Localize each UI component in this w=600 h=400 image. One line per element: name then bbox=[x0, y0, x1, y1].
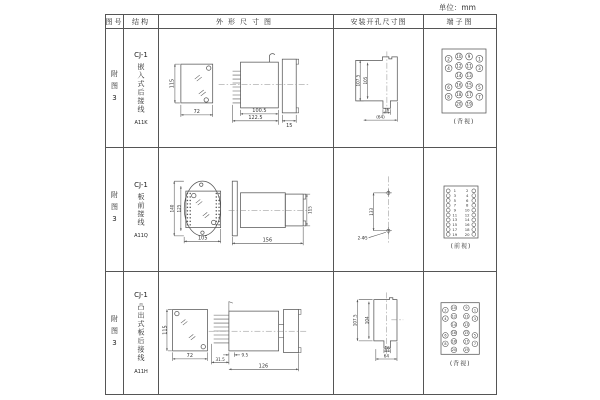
terminal-number: 4 bbox=[465, 192, 469, 198]
relay-front-view bbox=[184, 181, 220, 236]
model-label: CJ-1 bbox=[134, 50, 148, 59]
dim-label: 115 bbox=[169, 78, 176, 88]
terminal-dot bbox=[216, 203, 217, 204]
terminal-dot bbox=[189, 199, 190, 200]
dim-label: 72 bbox=[186, 353, 193, 360]
terminal-number: 16 bbox=[464, 221, 470, 227]
terminal-circle bbox=[446, 193, 450, 197]
terminal-number: 1 bbox=[478, 55, 481, 61]
terminal-dot bbox=[187, 192, 188, 193]
relay-front-view bbox=[181, 64, 213, 103]
install-dimensions bbox=[358, 192, 386, 240]
row1-install-drawing bbox=[334, 29, 423, 148]
row2-fig-no: 附图3 bbox=[106, 148, 124, 272]
spec-table bbox=[105, 14, 497, 395]
dim-label: 107.5 bbox=[352, 314, 358, 327]
front-dimensions bbox=[162, 309, 207, 360]
terminal-dot bbox=[218, 213, 219, 214]
terminal-number: 13 bbox=[466, 72, 472, 78]
row3-structure bbox=[124, 272, 159, 394]
relay-side-view bbox=[229, 181, 311, 236]
terminal-view-label: (前视) bbox=[450, 242, 472, 250]
hole-spec-label: 2-Φ5 bbox=[357, 235, 368, 241]
row3-fig-no: 附图3 bbox=[106, 272, 124, 394]
terminal-number: 7 bbox=[453, 202, 457, 208]
row2-outline-drawing bbox=[159, 148, 333, 272]
terminal-circle bbox=[472, 203, 476, 207]
terminal-circle bbox=[446, 188, 450, 192]
terminal-number: 19 bbox=[466, 100, 472, 106]
install-dimensions bbox=[356, 60, 398, 121]
dim-label: 115 bbox=[162, 325, 169, 335]
terminal-number: 4 bbox=[444, 316, 447, 321]
terminal-circle bbox=[472, 208, 476, 212]
row2-terminal-diagram bbox=[424, 148, 496, 272]
terminal-circle bbox=[472, 222, 476, 226]
terminal-circle bbox=[472, 188, 476, 192]
terminal-number: 15 bbox=[464, 331, 469, 336]
mount-type-label: 嵌入式后接线 bbox=[137, 62, 145, 114]
terminal-dot bbox=[187, 213, 188, 214]
header-structure: 结构 bbox=[124, 15, 159, 29]
model-code: A11H bbox=[134, 368, 148, 375]
row1-terminal-cell bbox=[424, 29, 496, 148]
install-dimensions bbox=[353, 300, 397, 361]
relay-side-view bbox=[219, 53, 308, 112]
terminal-number: 13 bbox=[452, 216, 458, 222]
terminal-number: 6 bbox=[465, 197, 469, 203]
row1-outline-drawing bbox=[159, 29, 333, 148]
terminal-number: 8 bbox=[447, 93, 450, 99]
terminal-number: 1 bbox=[453, 187, 457, 193]
row3-install-cell bbox=[334, 272, 424, 394]
terminal-number: 17 bbox=[466, 91, 472, 97]
dim-label: 100.5 bbox=[252, 107, 267, 114]
relay-front-view bbox=[173, 309, 208, 350]
row3-outline-drawing bbox=[159, 272, 333, 394]
terminal-circle bbox=[446, 217, 450, 221]
terminal-dot bbox=[218, 206, 219, 207]
unit-label: 单位：mm bbox=[438, 3, 476, 12]
terminal-number: 20 bbox=[456, 100, 462, 106]
side-dimensions bbox=[232, 194, 312, 245]
header-install: 安装开孔尺寸图 bbox=[334, 15, 424, 29]
terminal-dot bbox=[218, 192, 219, 193]
terminal-number: 16 bbox=[451, 331, 457, 336]
terminal-dot bbox=[189, 213, 190, 214]
dim-label: (64) bbox=[376, 114, 385, 120]
dim-label: 133 bbox=[368, 207, 374, 216]
row1-outline-cell bbox=[159, 29, 334, 148]
row2-outline-cell bbox=[159, 148, 334, 272]
terminal-number: 10 bbox=[456, 53, 462, 59]
terminal-number: 3 bbox=[453, 192, 457, 198]
terminal-dot bbox=[218, 210, 219, 211]
terminal-dot bbox=[189, 192, 190, 193]
terminal-number: 10 bbox=[451, 306, 457, 311]
dim-label: 105 bbox=[363, 76, 369, 85]
cutout-profile bbox=[374, 298, 397, 348]
terminal-number: 4 bbox=[447, 65, 450, 71]
terminal-dot bbox=[216, 220, 217, 221]
terminal-number: 2 bbox=[465, 187, 469, 193]
terminal-circle bbox=[446, 222, 450, 226]
dim-label: 9.5 bbox=[241, 352, 249, 358]
terminal-number: 2 bbox=[447, 55, 450, 61]
terminal-number: 14 bbox=[464, 216, 470, 222]
row1-fig-no: 附图3 bbox=[106, 29, 124, 148]
terminal-dot bbox=[218, 196, 219, 197]
terminal-number: 18 bbox=[456, 91, 462, 97]
terminal-number: 5 bbox=[453, 197, 457, 203]
terminal-number: 9 bbox=[467, 53, 471, 59]
dim-label: 107.5 bbox=[355, 74, 361, 87]
terminal-number: 20 bbox=[464, 231, 470, 237]
row1-terminal-diagram bbox=[424, 29, 496, 148]
terminal-dot bbox=[189, 203, 190, 204]
terminal-circle bbox=[446, 213, 450, 217]
terminal-number: 13 bbox=[464, 322, 469, 327]
terminal-circle bbox=[472, 213, 476, 217]
dim-label: 122.5 bbox=[248, 114, 263, 121]
terminal-dot bbox=[187, 210, 188, 211]
terminal-dot bbox=[216, 206, 217, 207]
terminal-number: 12 bbox=[456, 62, 462, 68]
dim-label: 125 bbox=[176, 204, 182, 212]
terminal-number: 15 bbox=[466, 81, 472, 87]
model-code: A11Q bbox=[134, 232, 148, 239]
terminal-dot bbox=[216, 210, 217, 211]
row2-install-cell bbox=[334, 148, 424, 272]
terminal-dot bbox=[189, 210, 190, 211]
terminal-number: 15 bbox=[452, 221, 458, 227]
terminal-dot bbox=[216, 192, 217, 193]
row1-install-cell bbox=[334, 29, 424, 148]
header-fig-no: 图号 bbox=[106, 15, 124, 29]
terminal-number: 3 bbox=[473, 316, 476, 321]
terminal-dot bbox=[187, 199, 188, 200]
terminal-number: 12 bbox=[451, 314, 457, 319]
terminal-number: 9 bbox=[453, 207, 457, 213]
terminal-dot bbox=[189, 217, 190, 218]
terminal-dot bbox=[216, 213, 217, 214]
terminal-number: 11 bbox=[466, 62, 472, 68]
terminal-number: 9 bbox=[465, 306, 468, 311]
terminal-dot bbox=[216, 199, 217, 200]
terminal-number: 19 bbox=[452, 231, 458, 237]
terminal-number: 16 bbox=[456, 81, 462, 87]
dim-label: 104 bbox=[364, 316, 370, 325]
dim-label: 15 bbox=[286, 122, 293, 129]
terminal-number: 1 bbox=[473, 308, 476, 313]
header-terminal: 端子图 bbox=[424, 15, 496, 29]
terminal-dot bbox=[189, 220, 190, 221]
mount-type-label: 凸出式板后接线 bbox=[137, 303, 145, 363]
terminal-dot bbox=[187, 220, 188, 221]
terminal-dot bbox=[218, 224, 219, 225]
terminal-number: 2 bbox=[444, 308, 447, 313]
model-label: CJ-1 bbox=[134, 180, 148, 189]
row2-structure bbox=[124, 148, 159, 272]
terminal-number: 14 bbox=[451, 322, 457, 327]
terminal-dot bbox=[187, 217, 188, 218]
terminal-number: 12 bbox=[464, 211, 470, 217]
terminal-number: 8 bbox=[444, 342, 447, 347]
terminal-dot bbox=[187, 203, 188, 204]
terminal-view-label: (背视) bbox=[449, 360, 471, 368]
terminal-circle bbox=[446, 208, 450, 212]
terminal-circle bbox=[472, 193, 476, 197]
terminal-dot bbox=[218, 217, 219, 218]
terminal-dot bbox=[187, 206, 188, 207]
terminal-view-label: (背视) bbox=[453, 118, 475, 125]
header-outline: 外形尺寸图 bbox=[159, 15, 334, 29]
terminal-circle bbox=[446, 227, 450, 231]
terminal-circle bbox=[472, 217, 476, 221]
side-dimensions bbox=[233, 104, 297, 128]
dim-label: 140 bbox=[169, 204, 175, 212]
row2-terminal-cell bbox=[424, 148, 496, 272]
terminal-number: 6 bbox=[447, 84, 450, 90]
side-dimensions bbox=[211, 344, 298, 371]
terminal-dot bbox=[216, 196, 217, 197]
terminal-circle bbox=[472, 232, 476, 236]
terminal-circle bbox=[472, 227, 476, 231]
terminal-number: 18 bbox=[464, 226, 470, 232]
terminal-number: 7 bbox=[478, 93, 481, 99]
terminal-dot bbox=[189, 206, 190, 207]
terminal-number: 11 bbox=[452, 211, 458, 217]
dim-label: 64 bbox=[383, 353, 390, 359]
dim-label: 126 bbox=[258, 363, 269, 370]
terminal-number: 17 bbox=[452, 226, 458, 232]
mount-type-label: 板前接线 bbox=[137, 192, 145, 227]
dim-label: 105 bbox=[198, 235, 208, 242]
terminal-dot bbox=[216, 217, 217, 218]
terminal-dot bbox=[218, 199, 219, 200]
terminal-number: 8 bbox=[465, 202, 469, 208]
terminal-number: 7 bbox=[473, 342, 476, 347]
model-label: CJ-1 bbox=[134, 291, 148, 300]
terminal-dot bbox=[189, 224, 190, 225]
terminal-dot bbox=[189, 196, 190, 197]
cutout-profile bbox=[356, 56, 398, 107]
terminal-number: 5 bbox=[473, 333, 476, 338]
dim-label: 72 bbox=[193, 108, 200, 115]
row2-install-drawing bbox=[334, 148, 423, 272]
row1-structure bbox=[124, 29, 159, 148]
terminal-dot bbox=[187, 196, 188, 197]
terminal-dot bbox=[218, 220, 219, 221]
row3-install-drawing bbox=[334, 272, 423, 394]
dim-label: 156 bbox=[262, 237, 273, 244]
terminal-dot bbox=[187, 224, 188, 225]
dim-label: 31.5 bbox=[215, 356, 225, 362]
terminal-circle bbox=[472, 198, 476, 202]
terminal-number: 18 bbox=[451, 339, 457, 344]
terminal-number: 6 bbox=[444, 333, 447, 338]
terminal-number: 14 bbox=[456, 72, 462, 78]
row3-terminal-diagram bbox=[424, 272, 496, 394]
front-dimensions bbox=[169, 64, 212, 117]
terminal-number: 10 bbox=[464, 207, 470, 213]
model-code: A11K bbox=[134, 119, 148, 126]
terminal-circle bbox=[446, 198, 450, 202]
terminal-number: 11 bbox=[464, 314, 469, 319]
terminal-dot bbox=[216, 224, 217, 225]
terminal-circle bbox=[446, 232, 450, 236]
dim-label: 16 bbox=[384, 345, 390, 351]
terminal-number: 19 bbox=[464, 348, 469, 353]
terminal-dot bbox=[218, 203, 219, 204]
terminal-number: 3 bbox=[478, 65, 481, 71]
terminal-number: 5 bbox=[478, 84, 481, 90]
terminal-number: 20 bbox=[451, 348, 457, 353]
row3-terminal-cell bbox=[424, 272, 496, 394]
row3-outline-cell bbox=[159, 272, 334, 394]
terminal-circle bbox=[446, 203, 450, 207]
dim-label: 115 bbox=[307, 205, 313, 214]
dim-label: 16 bbox=[383, 106, 390, 112]
terminal-number: 17 bbox=[464, 339, 469, 344]
relay-side-view bbox=[209, 302, 306, 353]
